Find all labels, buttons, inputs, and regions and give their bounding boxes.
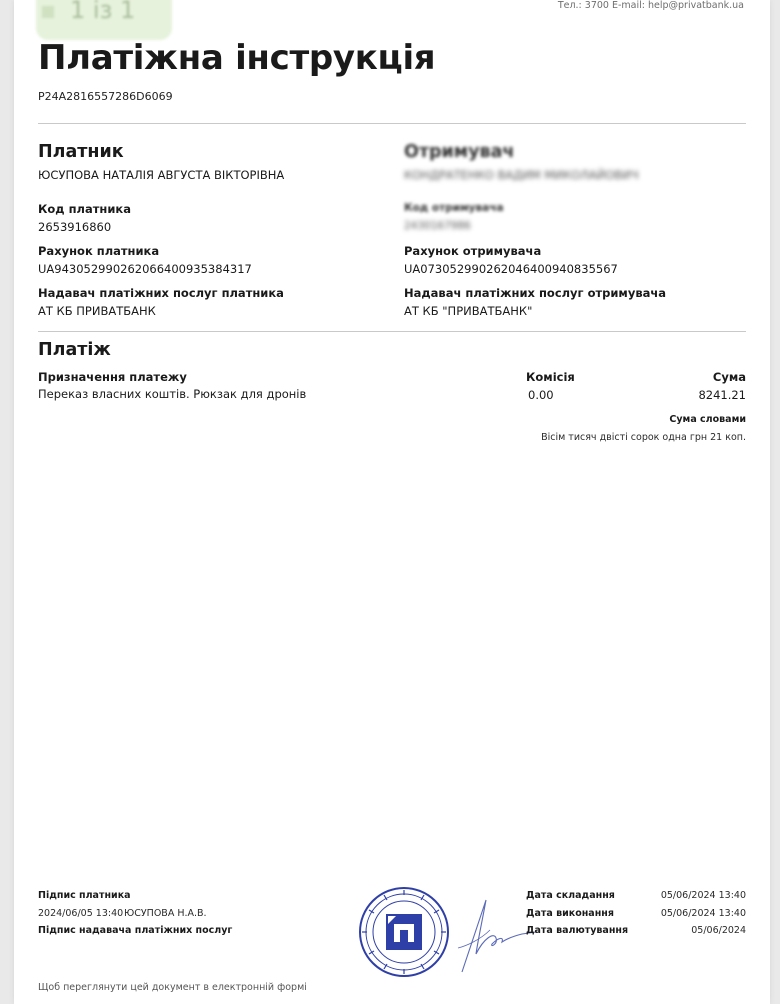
commission-label: Комісія <box>526 370 575 384</box>
amount-words-value: Вісім тисяч двісті сорок одна грн 21 коп. <box>541 432 746 443</box>
recipient-name: КОНДРАТЕНКО ВАДИМ МИКОЛАЙОВИЧ <box>404 168 639 182</box>
executed-date-label: Дата виконання <box>526 908 614 919</box>
payer-signature-label: Підпис платника <box>38 890 131 901</box>
created-date-label: Дата складання <box>526 890 615 901</box>
recipient-heading: Отримувач <box>404 142 515 162</box>
value-date-label: Дата валютування <box>526 925 629 936</box>
value-date-value: 05/06/2024 <box>691 925 746 936</box>
commission-value: 0.00 <box>528 388 554 402</box>
purpose-label: Призначення платежу <box>38 370 187 384</box>
created-date-value: 05/06/2024 13:40 <box>660 890 746 901</box>
electronic-form-note: Щоб переглянути цей документ в електронній формі <box>38 982 307 993</box>
purpose-value: Переказ власних коштів. Рюкзак для дронів <box>38 387 307 401</box>
document-id: P24A2816557286D6069 <box>38 90 173 103</box>
payer-heading: Платник <box>38 142 124 162</box>
amount-value: 8241.21 <box>698 388 746 402</box>
recipient-code: 2430167986 <box>404 220 471 232</box>
payer-signature-date: 2024/06/05 13:40 <box>38 908 124 919</box>
payment-heading: Платіж <box>38 340 111 360</box>
executed-date-value: 05/06/2024 13:40 <box>660 908 746 919</box>
divider <box>38 331 746 332</box>
page-indicator <box>36 0 172 40</box>
divider <box>38 123 746 124</box>
bank-stamp-icon <box>358 886 450 978</box>
bank-contacts: Тел.: 3700 E-mail: help@privatbank.ua <box>557 0 744 11</box>
amount-words-label: Сума словами <box>669 414 746 425</box>
payer-provider-label: Надавач платіжних послуг платника <box>38 286 284 300</box>
signature-icon <box>440 888 540 978</box>
recipient-account-label: Рахунок отримувача <box>404 244 542 258</box>
page-indicator-text: 1 із 1 <box>70 0 136 24</box>
page-icon <box>42 6 54 18</box>
recipient-account: UA073052990262046400940835567 <box>404 262 618 276</box>
payer-account: UA943052990262066400935384317 <box>38 262 252 276</box>
payer-signature-name: ЮСУПОВА Н.А.В. <box>124 908 207 919</box>
amount-label: Сума <box>712 370 746 384</box>
document-page <box>14 0 770 1004</box>
payer-account-label: Рахунок платника <box>38 244 160 258</box>
page-title: Платіжна інструкція <box>38 38 436 78</box>
recipient-code-label: Код отримувача <box>404 202 504 214</box>
recipient-provider: АТ КБ "ПРИВАТБАНК" <box>404 304 533 318</box>
payer-code: 2653916860 <box>38 220 112 234</box>
payer-name: ЮСУПОВА НАТАЛІЯ АВГУСТА ВІКТОРІВНА <box>38 168 285 182</box>
provider-signature-label: Підпис надавача платіжних послуг <box>38 925 233 936</box>
recipient-provider-label: Надавач платіжних послуг отримувача <box>404 286 667 300</box>
payer-provider: АТ КБ ПРИВАТБАНК <box>38 304 156 318</box>
payer-code-label: Код платника <box>38 202 131 216</box>
